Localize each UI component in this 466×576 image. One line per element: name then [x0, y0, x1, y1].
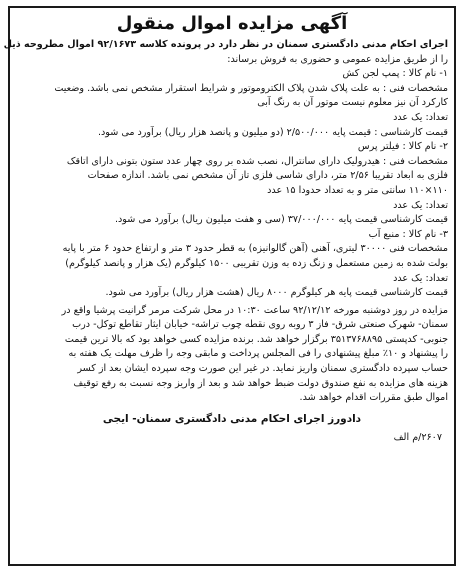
notice-line: ۱۱۰×۱۱۰ سانتی متر و به تعداد حدودا ۱۵ عدد	[267, 184, 448, 196]
notice-line: مزایده در روز دوشنبه مورخه ۹۲/۱۲/۱۲ ساعت ۱۰:۳۰ در محل شرکت مرمر گرانیت پرشیا واقع در	[61, 304, 448, 316]
notice-body	[3, 38, 454, 445]
notice-line: ۳- نام کالا : منبع آب	[368, 228, 448, 240]
notice-line: حساب سپرده دادگستری سمنان واریز نماید. در غیر این صورت وجه سپرده ایشان بعد از کسر	[77, 363, 448, 375]
notice-line: اموال طبق مقررات اقدام خواهد شد.	[299, 392, 448, 404]
notice-line: مشخصات فنی : به علت پلاک شدن پلاک الکتروموتور و شرایط استقرار مشخص نمی باشد. وضعیت	[54, 82, 448, 94]
reference-number: ۲۶۰۷/م الف	[393, 431, 442, 443]
notice-line: را از طریق مزایده عمومی و حضوری به فروش برساند:	[227, 53, 448, 65]
notice-line: سمنان- شهرک صنعتی شرق- فاز ۳ روبه روی نقطه چوب تراشه- خیابان ایثار تقاطع توکل- درب	[72, 319, 448, 331]
notice-line: مشخصات فنی : هیدرولیک دارای سانترال، نصب شده بر روی چهار عدد ستون بتونی دارای اتاقک	[66, 155, 448, 167]
notice-line: تعداد: یک عدد	[393, 272, 448, 284]
notice-line: هزینه های مزایده به نفع صندوق دولت ضبط خواهد شد و بعد از واریز وجه نسبت به رفع توقیف	[73, 377, 448, 389]
signature: دادورز اجرای احکام مدنی دادگستری سمنان- ایجی	[102, 412, 362, 425]
notice-line: ۱- نام کالا : پمپ لجن کش	[342, 68, 448, 80]
notice-line: مشخصات فنی ۳۰۰۰۰ لیتری، آهنی (آهن گالوانیزه) به قطر حدود ۳ متر و ارتفاع حدود ۶ متر با پایه	[62, 243, 448, 255]
notice-line: را پیشنهاد و ۱۰٪ مبلغ پیشنهادی را فی المجلس پرداخت و مابقی وجه را ظرف مهلت یک هفته به	[68, 348, 448, 360]
notice-line: قیمت کارشناسی قیمت پایه هر کیلوگرم ۸۰۰۰ ریال (هشت هزار ریال) برآورد می شود.	[105, 287, 448, 299]
notice-line: تعداد: یک عدد	[393, 111, 448, 123]
notice-line: ۲- نام کالا : فیلتر پرس	[357, 141, 448, 153]
notice-title: آگهی مزایده اموال منقول	[116, 13, 348, 34]
notice-line: قیمت کارشناسی قیمت پایه ۳۷/۰۰۰/۰۰۰ (سی و هفت میلیون ریال) برآورد می شود.	[114, 214, 448, 226]
notice-line: جنوبی- کدپستی ۳۵۱۳۷۶۸۸۹۵ برگزار خواهد شد. برنده مزایده کسی خواهد بود که بالا ترین قیمت	[64, 333, 448, 345]
notice-line: بولت شده به زمین مستعمل و زنگ زده به وزن تقریبی ۱۵۰۰ کیلوگرم (یک هزار و پانصد کیلوگرم)	[65, 257, 448, 269]
notice-line: اجرای احکام مدنی دادگستری سمنان در نظر دارد در پرونده کلاسه ۹۲/۱۶۷۳ اموال مطروحه ذیل	[3, 39, 448, 50]
auction-notice	[3, 6, 456, 566]
notice-line: قیمت کارشناسی : قیمت پایه ۲/۵۰۰/۰۰۰ (دو میلیون و پانصد هزار ریال) برآورد می شود.	[97, 126, 448, 138]
notice-line: تعداد: یک عدد	[393, 199, 448, 211]
notice-line: کارکرد آن نیز معلوم نیست موتور آن به رنگ آبی	[257, 97, 448, 109]
notice-line: فلزی به ابعاد تقریبا ۲/۵۶ متر، دارای شاسی فلزی تاز آن مشخص نمی باشد. اندازه صفحات	[87, 170, 448, 182]
